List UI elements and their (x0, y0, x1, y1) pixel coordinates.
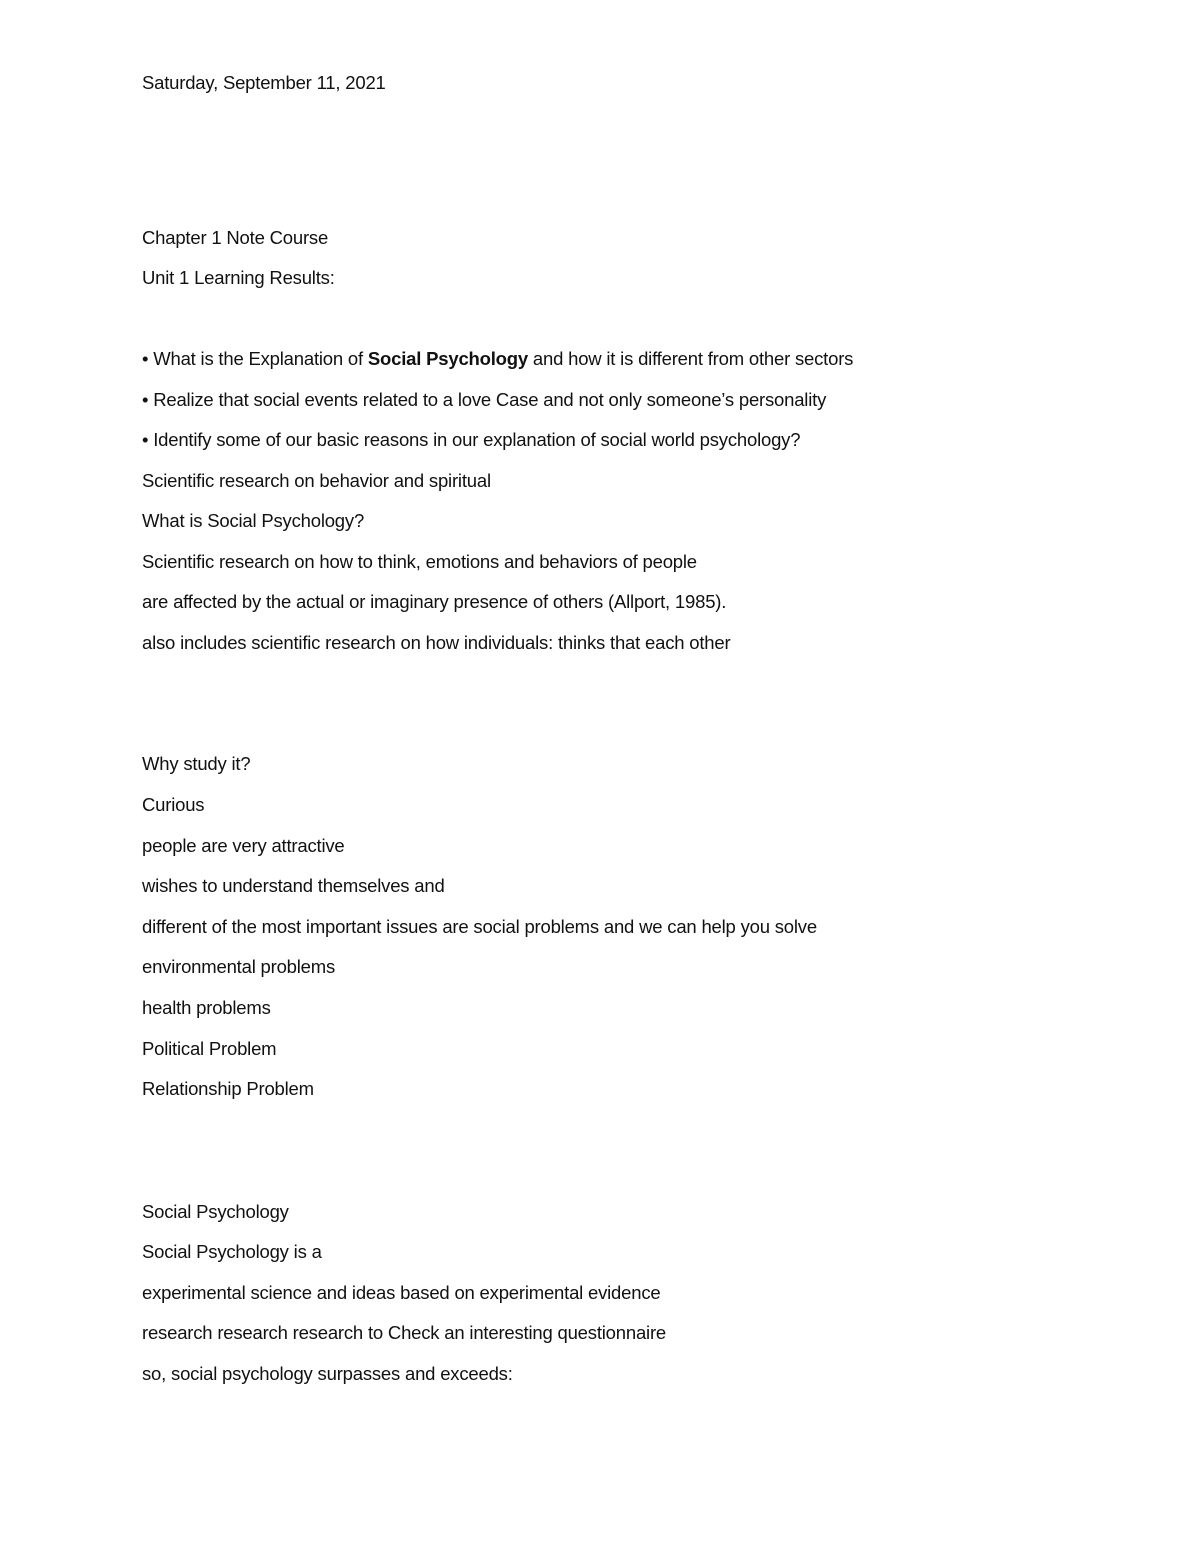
learning-result-bullet-2: • Realize that social events related to a love Case and not only someone’s personality (142, 389, 827, 410)
text-line: people are very attractive (142, 835, 345, 856)
text-line: Political Problem (142, 1038, 277, 1059)
text-line: are affected by the actual or imaginary presence of others (Allport, 1985). (142, 591, 727, 612)
bullet-1-prefix: • What is the Explanation of (142, 348, 368, 369)
document-date: Saturday, September 11, 2021 (142, 72, 386, 93)
text-line: Social Psychology is a (142, 1241, 322, 1262)
text-line: different of the most important issues are social problems and we can help you solve (142, 916, 817, 937)
bullet-1-suffix: and how it is different from other sectors (527, 348, 854, 369)
unit-heading: Unit 1 Learning Results: (142, 267, 335, 288)
learning-result-bullet-1 (142, 347, 853, 371)
text-line: also includes scientific research on how individuals: thinks that each other (142, 632, 731, 653)
text-line: wishes to understand themselves and (142, 875, 445, 896)
learning-result-bullet-3: • Identify some of our basic reasons in our explanation of social world psychology? (142, 429, 801, 450)
text-line: research research research to Check an interesting questionnaire (142, 1322, 666, 1343)
bullet-1-bold-term: Social Psychology (367, 348, 528, 369)
text-line: Social Psychology (142, 1201, 289, 1222)
text-line: What is Social Psychology? (142, 510, 365, 531)
text-line: environmental problems (142, 956, 336, 977)
text-line: health problems (142, 997, 271, 1018)
chapter-title: Chapter 1 Note Course (142, 227, 329, 248)
text-line: Relationship Problem (142, 1078, 314, 1099)
text-line: Why study it? (142, 753, 251, 774)
text-line: Curious (142, 794, 205, 815)
text-line: so, social psychology surpasses and exceeds: (142, 1363, 513, 1384)
text-line: Scientific research on how to think, emotions and behaviors of people (142, 551, 697, 572)
text-line: experimental science and ideas based on experimental evidence (142, 1282, 661, 1303)
text-line: Scientific research on behavior and spiritual (142, 470, 491, 491)
